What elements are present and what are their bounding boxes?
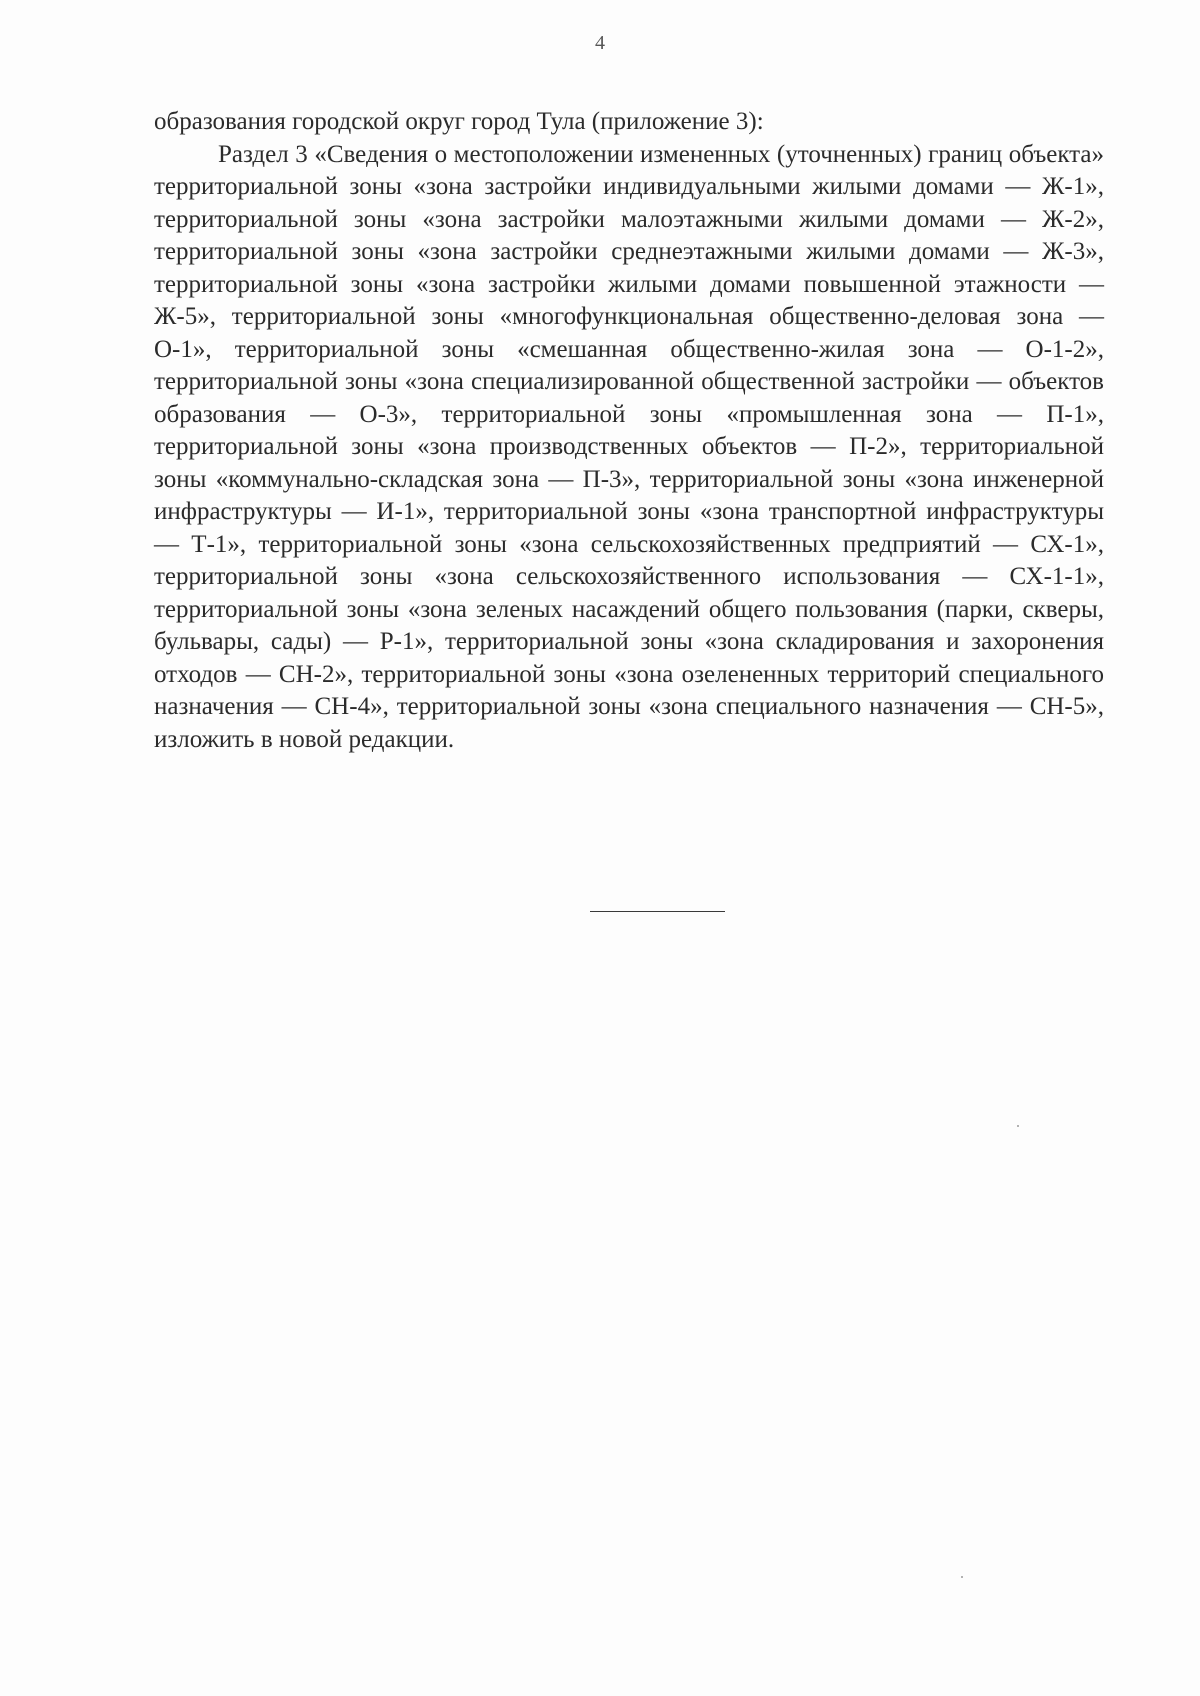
page-number: 4 <box>595 32 605 54</box>
scan-speck <box>961 1576 963 1578</box>
closing-rule <box>590 911 725 912</box>
document-body <box>154 106 1104 756</box>
continuation-line: образования городской округ город Тула (приложение 3): <box>154 108 764 135</box>
main-paragraph: Раздел 3 «Сведения о местоположении измененных (уточненных) границ объекта» территориальной зоны «зона застройки индивидуальными жилыми домами — Ж-1», территориальной зоны «зона застройки малоэтажными жилыми домами — Ж-2», территориальной зоны «зона застройки среднеэтажными жилыми домами — Ж-3», территориальной зоны «зона застройки жилыми домами повышенной этажности — Ж-5», территориальной зоны «многофункциональная общественно-деловая зона — О-1», территориальной зоны «смешанная общественно-жилая зона — О-1-2», территориальной зоны «зона специализированной общественной застройки — объектов образования — О-3», территориальной зоны «промышленная зона — П-1», территориальной зоны «зона производственных объектов — П-2», территориальной зоны «коммунально-складская зона — П-3», территориальной зоны «зона инженерной инфраструктуры — И-1», территориальной зоны «зона транспортной инфраструктуры — Т-1», территориальной зоны «зона сельскохозяйственных предприятий — СХ-1», территориальной зоны «зона сельскохозяйственного использования — СХ-1-1», территориальной зоны «зона зеленых насаждений общего пользования (парки, скверы, бульвары, сады) — Р-1», территориальной зоны «зона складирования и захоронения отходов — СН-2», территориальной зоны «зона озелененных территорий специального назначения — СН-4», территориальной зоны «зона специального назначения — СН-5», изложить в новой редакции. <box>154 140 1104 753</box>
scan-speck <box>1017 1125 1019 1127</box>
